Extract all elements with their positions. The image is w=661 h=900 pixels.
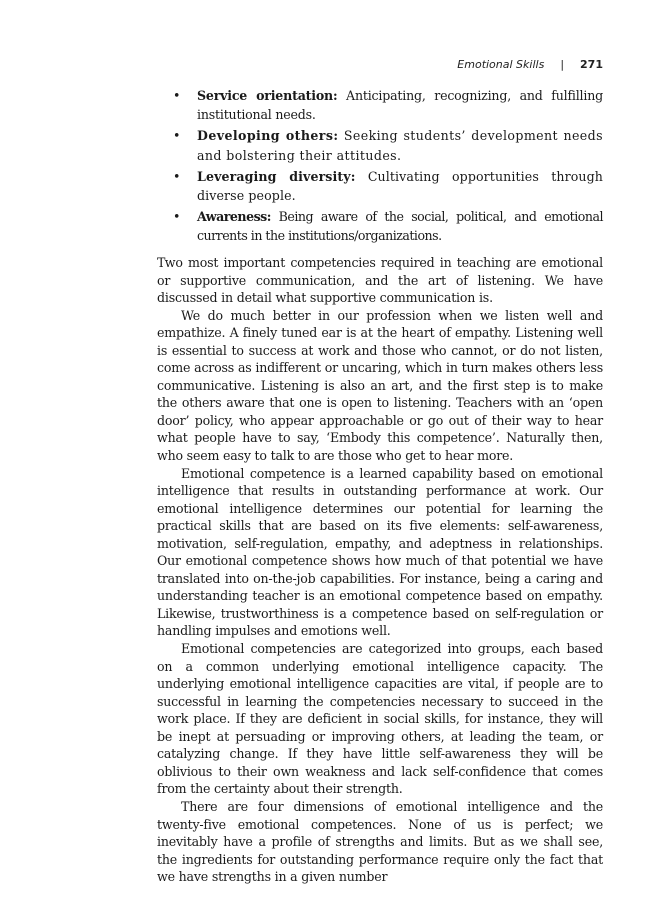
competency-bullet-list <box>157 86 603 248</box>
page-number: 271 <box>580 58 603 71</box>
section-title: Emotional Skills <box>457 58 545 71</box>
paragraph: We do much better in our profession when we listen well and empathize. A finely tuned ear is at the heart of empathy. Listening well is essential to success at work and those who cannot, or do not listen, come across as indifferent or uncaring, which in turn makes others less communicative. Listening is also an art, and the first step is to make the others aware that one is open to listening. Teachers with an ‘open door’ policy, who appear approachable or go out of their way to hear what people have to say, ‘Embody this competence’. Naturally then, who seem easy to talk to are those who get to hear more. <box>157 307 603 464</box>
paragraph: There are four dimensions of emotional intelligence and the twenty-five emotional competences. None of us is perfect; we inevitably have a profile of strengths and limits. But as we shall see, the ingredients for outstanding performance require only the fact that we have strengths in a given number <box>157 798 603 885</box>
bullet-dot-icon: • <box>173 88 181 103</box>
bullet-item <box>157 126 603 164</box>
bullet-term: Service orientation: <box>197 88 338 103</box>
bullet-text: Being aware of the social, political, and emotional currents in the institutions/organizations. <box>197 209 603 244</box>
body-text <box>157 254 603 886</box>
running-header <box>157 58 603 72</box>
bullet-term: Awareness: <box>197 209 271 225</box>
paragraph: Emotional competencies are categorized into groups, each based on a common underlying emotional intelligence capacity. The underlying emotional intelligence capacities are vital, if people are to successful in learning the competencies necessary to succeed in the work place. If they are deficient in social skills, for instance, they will be inept at persuading or improving others, at leading the team, or catalyzing change. If they have little self-awareness they will be oblivious to their own weakness and lack self-confidence that comes from the certainty about their strength. <box>157 641 603 797</box>
bullet-item <box>157 86 603 124</box>
paragraph: Two most important competencies required in teaching are emotional or supportive communication, and the art of listening. We have discussed in detail what supportive communication is. <box>157 255 603 306</box>
bullet-term: Leveraging diversity: <box>197 168 356 184</box>
bullet-dot-icon: • <box>173 168 181 184</box>
bullet-text: Seeking students’ development needs and bolstering their attitudes. <box>197 128 603 163</box>
paragraph: Emotional competence is a learned capability based on emotional intelligence that results in outstanding performance at work. Our emotional intelligence determines our potential for learning the practical skills that are based on its five elements: self-awareness, motivation, self-regulation, empathy, and adeptness in relationships. Our emotional competence shows how much of that potential we have translated into on-the-job capabilities. For instance, being a caring and understanding teacher is an emotional competence based on empathy. Likewise, trustworthiness is a competence based on self-regulation or handling impulses and emotions well. <box>157 465 603 639</box>
bullet-dot-icon: • <box>173 128 181 144</box>
bullet-text: Cultivating opportunities through diverse people. <box>197 168 604 204</box>
bullet-term: Developing others: <box>197 128 339 144</box>
bullet-item <box>157 167 603 205</box>
bullet-text: Anticipating, recognizing, and fulfilling institutional needs. <box>197 88 603 123</box>
bullet-item <box>157 207 603 245</box>
bullet-dot-icon: • <box>173 209 180 225</box>
header-separator: | <box>560 58 565 71</box>
